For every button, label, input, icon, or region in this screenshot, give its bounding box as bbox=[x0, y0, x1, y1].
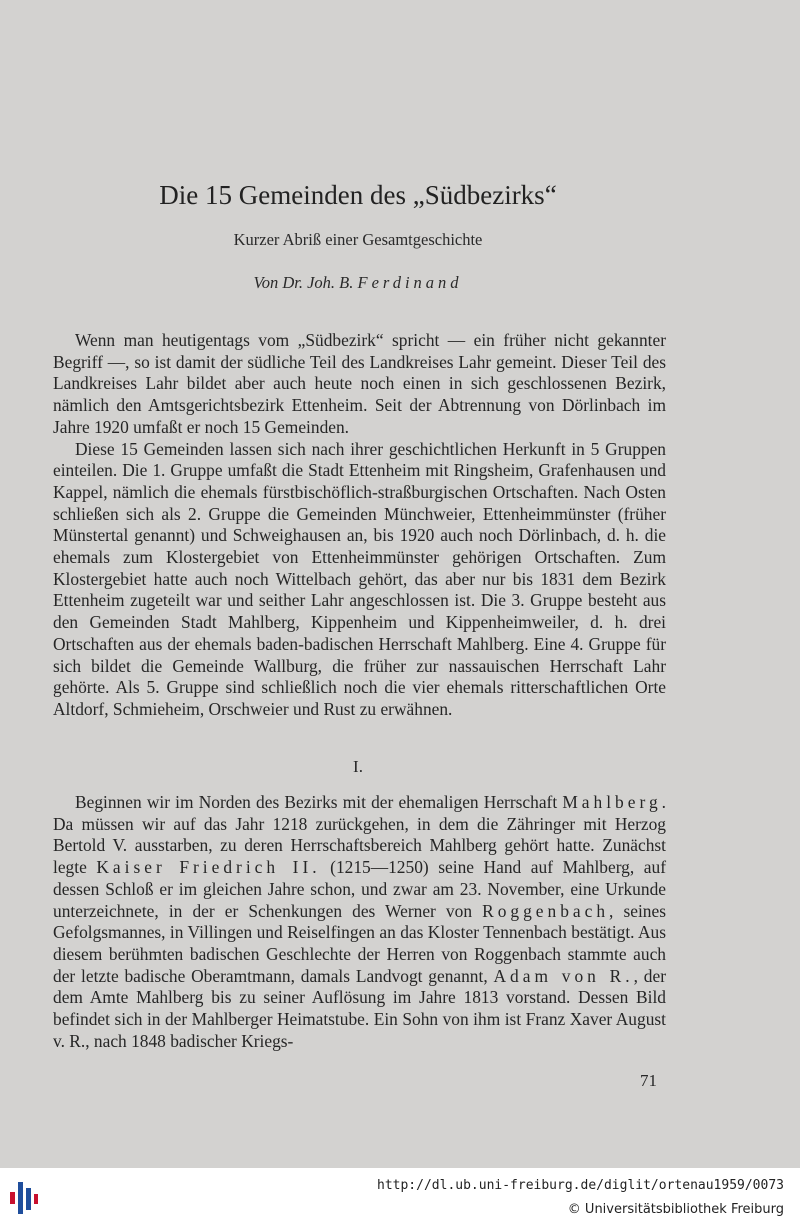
paragraph bbox=[53, 792, 666, 1052]
article-title: Die 15 Gemeinden des „Südbezirks“ bbox=[159, 180, 557, 210]
paragraph: Diese 15 Gemeinden lassen sich nach ihrer geschichtlichen Herkunft in 5 Gruppen einteilen. Die 1. Gruppe umfaßt die Stadt Ettenheim mit Ringsheim, Grafenhausen und Kappel, nämlich die ehemals fürstbischöflich-straßburgischen Ortschaften. Nach Osten schließen sich als 2. Gruppe die Gemeinden Münchweier, Ettenheimmünster (früher Münstertal genannt) und Schweighausen an, bis 1920 auch noch Dörlinbach, d. h. die ehemals zum Klostergebiet von Ettenheimmünster gehörigen Ortschaften. Zum Klostergebiet hatte auch noch Wittelbach gehört, das aber nur bis 1831 dem Bezirk Ettenheim zugeteilt war und seither Lahr angeschlossen ist. Die 3. Gruppe besteht aus den Gemeinden Stadt Mahlberg, Kippenheim und Kippenheimweiler, d. h. drei Ortschaften aus der ehemals baden-badischen Herrschaft Mahlberg. Eine 4. Gruppe für sich bildet die Gemeinde Wallburg, die früher zur nassauischen Herrschaft Lahr gehörte. Als 5. Gruppe sind schließlich noch die vier ehemals ritterschaftlichen Orte Altdorf, Schmieheim, Orschweier und Rust zu erwähnen. bbox=[53, 438, 666, 719]
copyright-text: © Universitätsbibliothek Freiburg bbox=[567, 1202, 784, 1217]
spaced-name: Kaiser Friedrich II. bbox=[96, 857, 321, 878]
paragraph: Wenn man heutigentags vom „Südbezirk“ spricht — ein früher nicht gekannter Begriff —, so ist damit der südliche Teil des Landkreises Lahr gemeint. Dieser Teil des Landkreises Lahr bildet aber auch heute noch einen in sich geschlossenen Bezirk, nämlich den Amtsgerichtsbezirk Ettenheim. Seit der Abtrennung von Dörlinbach im Jahre 1920 umfaßt er noch 15 Gemeinden. bbox=[53, 330, 666, 437]
spaced-name: Adam von R. bbox=[493, 965, 634, 986]
page-number: 71 bbox=[640, 1071, 657, 1090]
footer-bar bbox=[0, 1168, 800, 1226]
author-prefix: Von Dr. Joh. B. bbox=[253, 273, 358, 292]
text-run: , seines Gefolgsmannes, in Villingen und Reiselfingen an das Kloster Tennenbach bestätigt. Aus diesem berühmten badischen Geschlechte der Herren von Roggenbach stammte auch der letzte badische Oberamtmann, damals Landvogt genannt, bbox=[53, 900, 666, 986]
ub-freiburg-logo-icon bbox=[10, 1178, 38, 1218]
author-name: Ferdinand bbox=[357, 273, 463, 292]
intro-text bbox=[53, 330, 666, 721]
article-subtitle: Kurzer Abriß einer Gesamtgeschichte bbox=[233, 230, 483, 249]
text-run: . Da müssen wir auf das Jahr 1218 zurückgehen, in dem die Zähringer mit Herzog Bertold V. ausstarben, zu deren Herrschaftsbereich Mahlberg gehört hatte. Zunächst legte bbox=[53, 792, 666, 878]
spaced-name: Roggenbach bbox=[482, 900, 610, 921]
spaced-name: Mahlberg bbox=[562, 792, 662, 812]
text-run: , der dem Amte Mahlberg bis zu seiner Auflösung im Jahre 1813 vorstand. Dessen Bild befindet sich in der Mahlberger Heimatstube. Ein Sohn von ihm ist Franz Xaver August v. R., nach 1848 badischer Kriegs- bbox=[53, 965, 667, 1051]
text-run: (1215—1250) seine Hand auf Mahlberg, auf dessen Schloß er im gleichen Jahre schon, und zwar am 23. November, eine Urkunde unterzeichnete, in der er Schenkungen des Werner von bbox=[53, 857, 666, 921]
section-numeral: I. bbox=[353, 757, 363, 776]
text-run: Beginnen wir im Norden des Bezirks mit der ehemaligen Herrschaft bbox=[75, 792, 563, 812]
section-text bbox=[53, 792, 666, 1052]
article-author bbox=[0, 273, 716, 293]
source-url-link[interactable]: http://dl.ub.uni-freiburg.de/diglit/ortenau1959/0073 bbox=[377, 1178, 784, 1193]
